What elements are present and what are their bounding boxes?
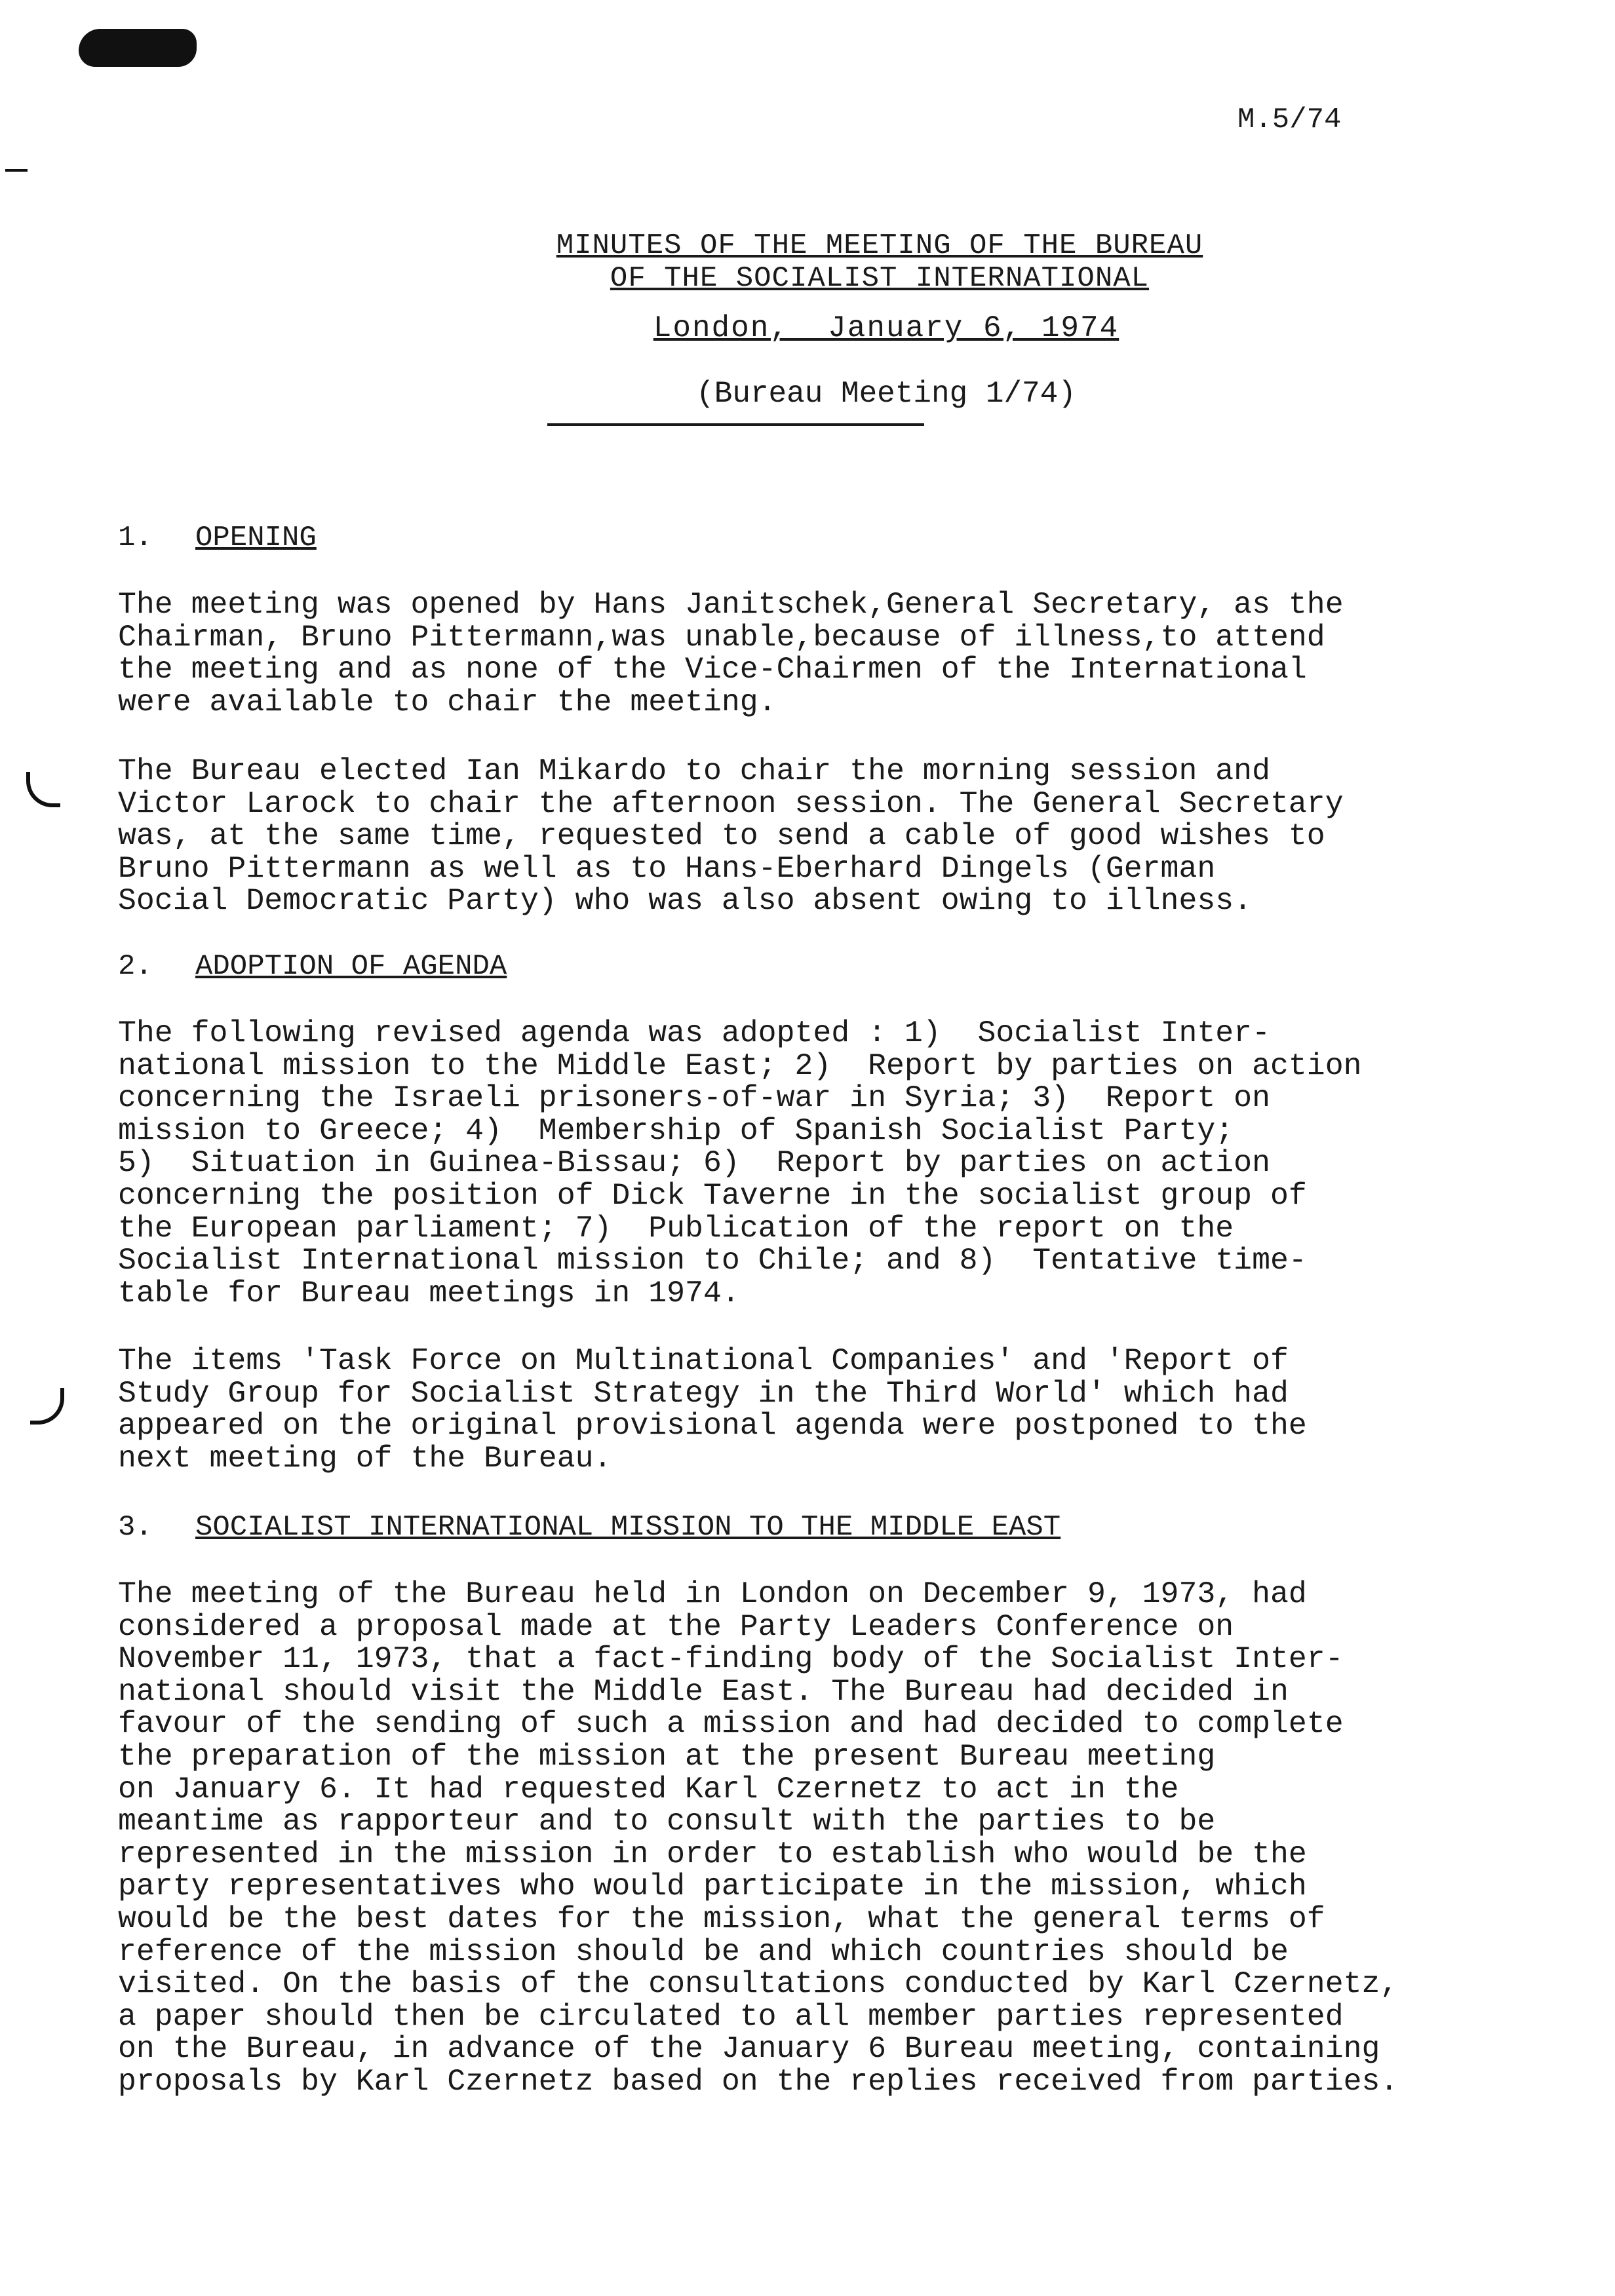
- section-number: 2.: [118, 950, 153, 983]
- section-3-paragraph-1: The meeting of the Bureau held in London on December 9, 1973, had considered a proposal made at the Party Leaders Conference on November 11, 1973, that a fact-finding body of the Socialist Inter- national should visit the Middle East. The Bureau had decided in favour of the sending of such a mission and had decided to complete the preparation of the mission at the present Bureau meeting on January 6. It had requested Karl Czernetz to act in the meantime as rapporteur and to consult with the parties to be represented in the mission in order to establish who would be the party representatives who would participate in the mission, which would be the best dates for the mission, what the general terms of reference of the mission should be and which countries should be visited. On the basis of the consultations conducted by Karl Czernetz, a paper should then be circulated to all member parties represented on the Bureau, in advance of the January 6 Bureau meeting, containing proposals by Karl Czernetz based on the replies received from parties.: [118, 1577, 1399, 2099]
- section-3-heading: [118, 1511, 1060, 1544]
- title-rule: [547, 423, 924, 426]
- section-title: OPENING: [195, 522, 317, 554]
- ink-blot: [79, 29, 197, 67]
- section-2-paragraph-1: The following revised agenda was adopted : 1) Socialist Inter- national mission to the Middle East; 2) Report by parties on action concerning the Israeli prisoners-of-war in Syria; 3) Report on mission to Greece; 4) Membership of Spanish Socialist Party; 5) Situation in Guinea-Bissau; 6) Report by parties on action concerning the position of Dick Taverne in the socialist group of the European parliament; 7) Publication of the report on the Socialist International mission to Chile; and 8) Tentative time- table for Bureau meetings in 1974.: [118, 1016, 1362, 1311]
- section-title: ADOPTION OF AGENDA: [195, 950, 507, 983]
- meeting-reference: (Bureau Meeting 1/74): [696, 377, 1076, 411]
- section-1-paragraph-2: The Bureau elected Ian Mikardo to chair the morning session and Victor Larock to chair the afternoon session. The General Secretary was, at the same time, requested to send a cable of good wishes to Bruno Pittermann as well as to Hans-Eberhard Dingels (German Social Democratic Party) who was also absent owing to illness.: [118, 754, 1344, 919]
- section-title: SOCIALIST INTERNATIONAL MISSION TO THE MIDDLE EAST: [195, 1511, 1061, 1544]
- section-1-heading: [118, 522, 317, 554]
- place-date: London, January 6, 1974: [653, 311, 1119, 345]
- section-number: 1.: [118, 522, 153, 554]
- margin-tick: [5, 169, 28, 172]
- margin-bracket-left: [26, 772, 60, 807]
- margin-bracket-right: [30, 1388, 64, 1425]
- document-reference: M.5/74: [1237, 104, 1342, 136]
- title-line-2: OF THE SOCIALIST INTERNATIONAL: [610, 262, 1150, 295]
- section-number: 3.: [118, 1511, 153, 1544]
- section-1-paragraph-1: The meeting was opened by Hans Janitschek,General Secretary, as the Chairman, Bruno Pittermann,was unable,because of illness,to attend the meeting and as none of the Vice-Chairmen of the International were available to chair the meeting.: [118, 587, 1344, 719]
- section-2-heading: [118, 950, 507, 983]
- title-line-1: MINUTES OF THE MEETING OF THE BUREAU: [556, 229, 1203, 262]
- section-2-paragraph-2: The items 'Task Force on Multinational Companies' and 'Report of Study Group for Socialist Strategy in the Third World' which had appeared on the original provisional agenda were postponed to the next meeting of the Bureau.: [118, 1343, 1307, 1476]
